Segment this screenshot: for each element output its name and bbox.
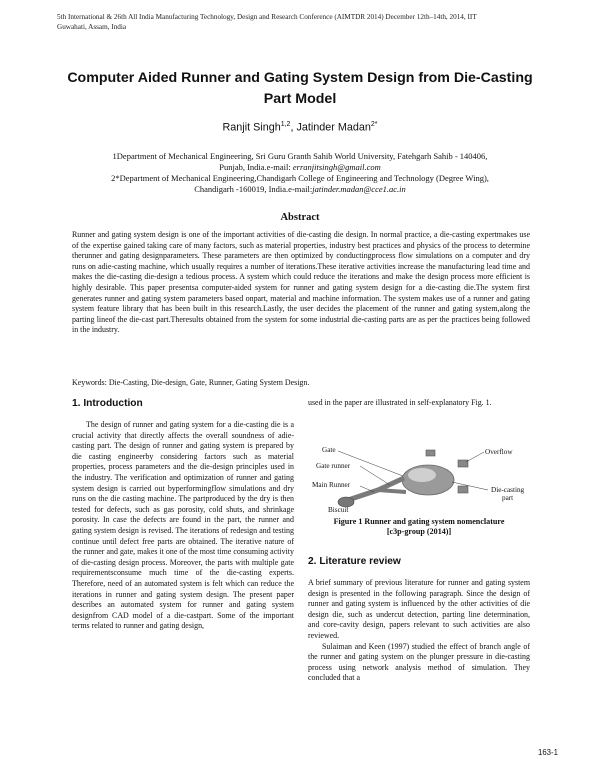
- affiliation-2-line-2: [60, 184, 540, 195]
- author-2: Jatinder Madan: [296, 121, 371, 134]
- overflow-leader-line: [466, 452, 484, 462]
- header-line-1: 5th International & 26th All India Manufacturing Technology, Design and Research Conference (AIMTDR 2014) December 12th–14th, 2014, IIT: [57, 13, 477, 21]
- gate-runner-leader-line: [360, 466, 390, 485]
- label-die-casting-line-2: part: [501, 494, 514, 502]
- conference-header: [57, 13, 557, 32]
- paper-title: [40, 68, 560, 110]
- label-gate-runner: Gate runner: [316, 462, 351, 470]
- literature-paragraph-1: A brief summary of previous literature for runner and gating system design is presented in the following paragraph. Since the design of runner and gating system is influenced by the other activities of die design die, such as undercut detection, parting line determination, and core-cavity design, papers relevant to such activities are also reviewed.: [308, 578, 530, 640]
- die-casting-leader-line: [452, 482, 488, 490]
- figure-1: [308, 438, 530, 518]
- affiliation-1-location: Punjab, India.e-mail:: [219, 162, 293, 172]
- figure-reference-text: used in the paper are illustrated in self-explanatory Fig. 1.: [308, 398, 492, 407]
- overflow-block-1: [458, 460, 468, 467]
- label-overflow: Overflow: [485, 448, 513, 456]
- main-runner-shape: [348, 478, 404, 500]
- introduction-paragraph: The design of runner and gating system for a die-casting die is a crucial activity that directly affects the overall soundness of adie-casting part. The design of runner and gating system is prepared by die casting engineerby considering factors such as material properties, process parameters and the die-design principles used in the industry. The verification and optimization of runner and gating system design is carried out byperformingflow simulations and dry runs on the die casting machine. The partproduced by the dry is then tested for defects, such as gas porosity, cold shuts, and shrinkage porosity. In case the defects are found in the part, the runner and gating system design is revised. The iterations of redesign and testing continue until defect free parts are obtained. The iterative nature of the runner and gate, makes it one of the most time consuming activity of die-casting design process. Moreover, the parts with multiple gate requirementsconsume much time of the die-casting experts. Therefore, need of an automated system is felt which can reduce the iterations in runner and gating system design. The present paper describes an automated system for runner and gating system designfrom CAD model of a die-castpart. Some of the important terms related to runner and gating design,: [72, 420, 294, 631]
- author-list: [40, 121, 560, 134]
- die-casting-part-highlight: [408, 468, 436, 482]
- author-separator: ,: [290, 121, 297, 134]
- label-die-casting-part: [491, 486, 524, 502]
- gate-runner-shape: [378, 490, 406, 492]
- label-biscuit: Biscuit: [328, 506, 349, 514]
- overflow-block-2: [458, 486, 468, 493]
- affiliation-2-email[interactable]: jatinder.madan@cce1.ac.in: [312, 184, 406, 194]
- literature-paragraph-2: Sulaiman and Keen (1997) studied the effect of branch angle of the runner and gating system on the plunger pressure in die-casting process using network analysis method of simulation. They concluded that a: [308, 641, 530, 683]
- keywords: Keywords: Die-Casting, Die-design, Gate, Runner, Gating System Design.: [72, 378, 310, 387]
- label-die-casting-line-1: Die-casting: [491, 486, 525, 494]
- literature-review-column: [308, 578, 530, 684]
- label-gate: Gate: [322, 446, 336, 454]
- title-line-2: Part Model: [263, 91, 337, 107]
- header-line-2: Guwahati, Assam, India: [57, 22, 127, 31]
- author-1: Ranjit Singh: [222, 121, 281, 134]
- label-main-runner: Main Runner: [312, 481, 351, 489]
- title-line-1: Computer Aided Runner and Gating System Design from Die-Casting: [67, 70, 533, 86]
- affiliation-1-line-2: [60, 162, 540, 173]
- figure-1-caption: [300, 517, 538, 537]
- overflow-block-3: [426, 450, 435, 456]
- abstract-text: Runner and gating system design is one of the important activities of die-casting die design. In normal practice, a die-casting expertmakes use of the expertise gained taking care of many factors, such as material properties, industry best practices and physics of the process to determine therunner and gating designparameters. These parameters are then optimized by conductingprocess flow simulations on a computer and dry runs on adie-casting machine, which usually requires a number of iterations.These iterative activities increase the manufacturing lead time and makes the die-casting die-design a tedious process. A system which could reduce the iterations and make the design process more efficient is highly desirable. This paper presentsa computer-aided system for runner and gating system design for a die-casting die.The system first generates runner and gating system parameters based onpart, material and machine information. The system makes use of a runner and gating system feature library that has been built in this research.Lastly, the user decides the placement of the runner and gating system,along the parting lineof the die-cast part.Theresults obtained from the system for some industrial die-casting parts are as per the practices being followed in the industry.: [72, 230, 530, 335]
- affiliation-2-location: Chandigarh -160019, India.e-mail:: [194, 184, 313, 194]
- page-number: 163-1: [538, 748, 558, 757]
- author-1-affil: 1,2: [280, 121, 291, 128]
- literature-review-heading: 2. Literature review: [308, 556, 401, 567]
- affiliation-2: [60, 173, 540, 195]
- figure-caption-line-1: Figure 1 Runner and gating system nomenclature: [333, 517, 505, 526]
- affiliation-1-email[interactable]: erranjitsingh@gmail.com: [292, 162, 381, 172]
- abstract-heading: Abstract: [280, 212, 320, 223]
- affiliation-1-line-1: 1Department of Mechanical Engineering, Sri Guru Granth Sahib World University, Fatehgarh Sahib - 140406,: [112, 151, 488, 161]
- author-2-affil: 2*: [370, 121, 378, 128]
- introduction-column: [72, 420, 294, 632]
- affiliation-1: [60, 151, 540, 173]
- introduction-heading: 1. Introduction: [72, 398, 143, 409]
- figure-caption-line-2: [c3p-group (2014)]: [386, 527, 452, 536]
- affiliation-2-line-1: 2*Department of Mechanical Engineering,Chandigarh College of Engineering and Technology (Degree Wing),: [111, 173, 489, 183]
